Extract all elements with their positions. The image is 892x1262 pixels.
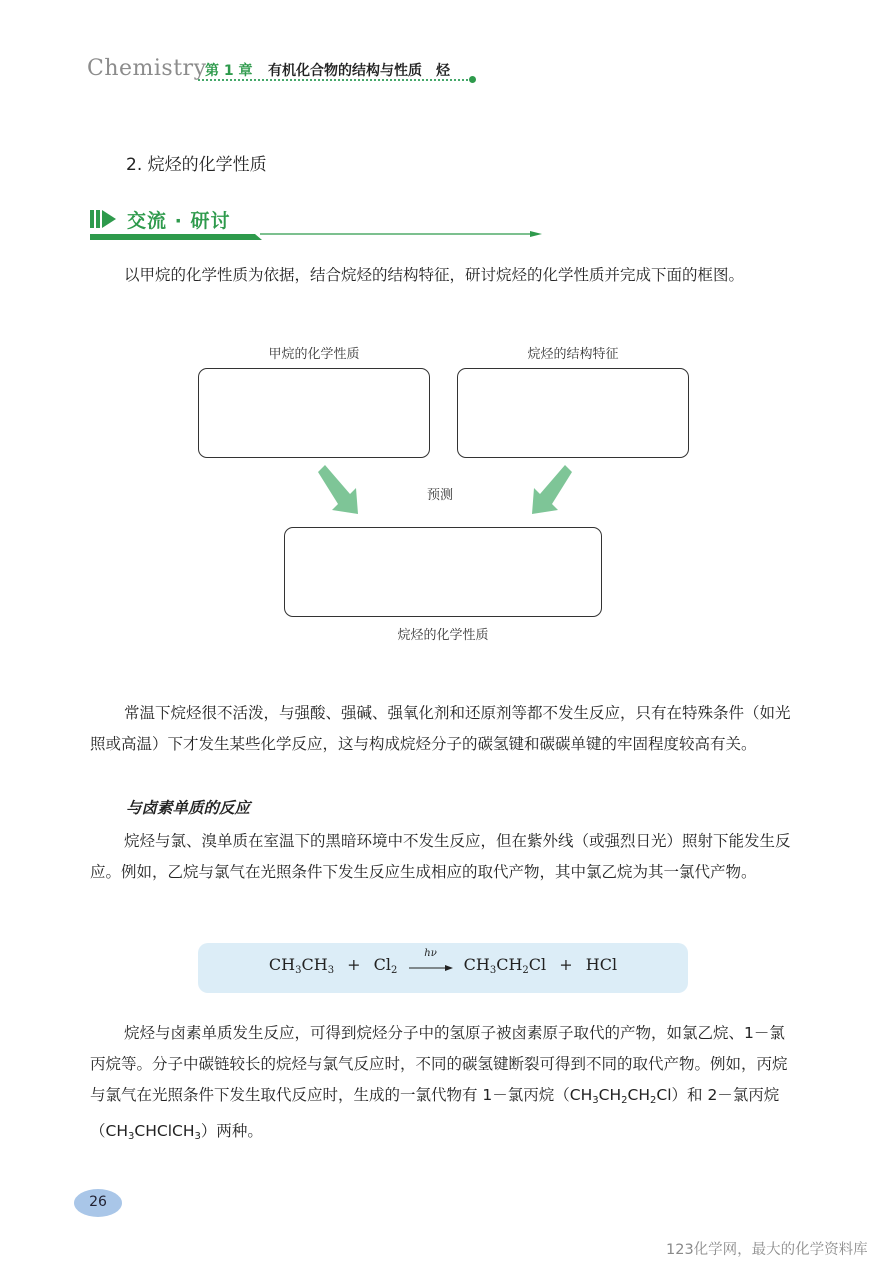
answer-box-alkane-structure[interactable] (457, 368, 689, 458)
reaction-condition: hν (424, 947, 437, 959)
chemical-equation: $CH_3CH_3 + Cl_2$ hν $CH_3CH_2Cl$ + HCl (268, 947, 618, 976)
paragraph-substitution-products: 烷烃与卤素单质发生反应，可得到烷烃分子中的氢原子被卤素原子取代的产物，如氯乙烷、1－氯丙烷等。分子中碳链较长的烷烃与氯气反应时，不同的碳氢键断裂可得到不同的取代产物。例如，丙烷与氯气在光照条件下发生取代反应时，生成的一氯代物有 1－氯丙烷$(CH_3CH_2CH_2Cl)$和 2－氯丙烷$(CH_3CHClCH_3)$两种。 (90, 1024, 788, 1142)
site-watermark: 123化学网，最大的化学资料库 (666, 1242, 868, 1258)
arrow-down-left-icon (532, 465, 572, 514)
discussion-instruction: 以甲烷的化学性质为依据，结合烷烃的结构特征，研讨烷烃的化学性质并完成下面的框图。 (124, 266, 745, 284)
product-chloroethane: $CH_3CH_2Cl$ (463, 955, 547, 976)
header-rule-dot (469, 76, 476, 83)
book-title: Chemistry (87, 56, 207, 81)
reactant-ethane: $CH_3CH_3$ (268, 955, 335, 976)
diagram-label-structure: 烷烃的结构特征 (527, 347, 619, 362)
answer-box-methane-properties[interactable] (198, 368, 430, 458)
chapter-number: 第 1 章 (205, 63, 253, 79)
diagram-label-predict: 预测 (426, 488, 453, 503)
banner-underline (90, 225, 542, 245)
header-dotted-rule (198, 79, 472, 81)
paragraph-reactivity: 常温下烷烃很不活泼，与强酸、强碱、强氧化剂和还原剂等都不发生反应，只有在特殊条件（如光照或高温）下才发生某些化学反应，这与构成烷烃分子的碳氢键和碳碳单键的牢固程度较高有关。 (90, 704, 791, 753)
formula-2-chloropropane: $CH_3CHClCH_3$ (105, 1122, 201, 1142)
subsection-title: 与卤素单质的反应 (126, 798, 251, 817)
discussion-banner-title: 交流 · 研讨 (127, 210, 231, 232)
paragraph-halogen-reaction: 烷烃与氯、溴单质在室温下的黑暗环境中不发生反应，但在紫外线（或强烈日光）照射下能发生反应。例如，乙烷与氯气在光照条件下发生反应生成相应的取代产物，其中氯乙烷为其一氯代产物。 (90, 832, 791, 881)
answer-box-alkane-properties[interactable] (284, 527, 602, 617)
formula-1-chloropropane: $CH_3CH_2CH_2Cl$ (569, 1086, 672, 1106)
arrow-down-right-icon (318, 465, 358, 514)
page-number: 26 (89, 1194, 107, 1210)
reactant-chlorine: $Cl_2$ (373, 955, 398, 976)
section-title: 2. 烷烃的化学性质 (126, 155, 267, 175)
chapter-title: 有机化合物的结构与性质 烃 (268, 63, 450, 79)
reaction-arrow-icon (409, 947, 453, 974)
diagram-label-methane: 甲烷的化学性质 (268, 347, 360, 362)
product-hcl: HCl (585, 955, 618, 974)
diagram-label-alkane-properties: 烷烃的化学性质 (397, 628, 489, 643)
